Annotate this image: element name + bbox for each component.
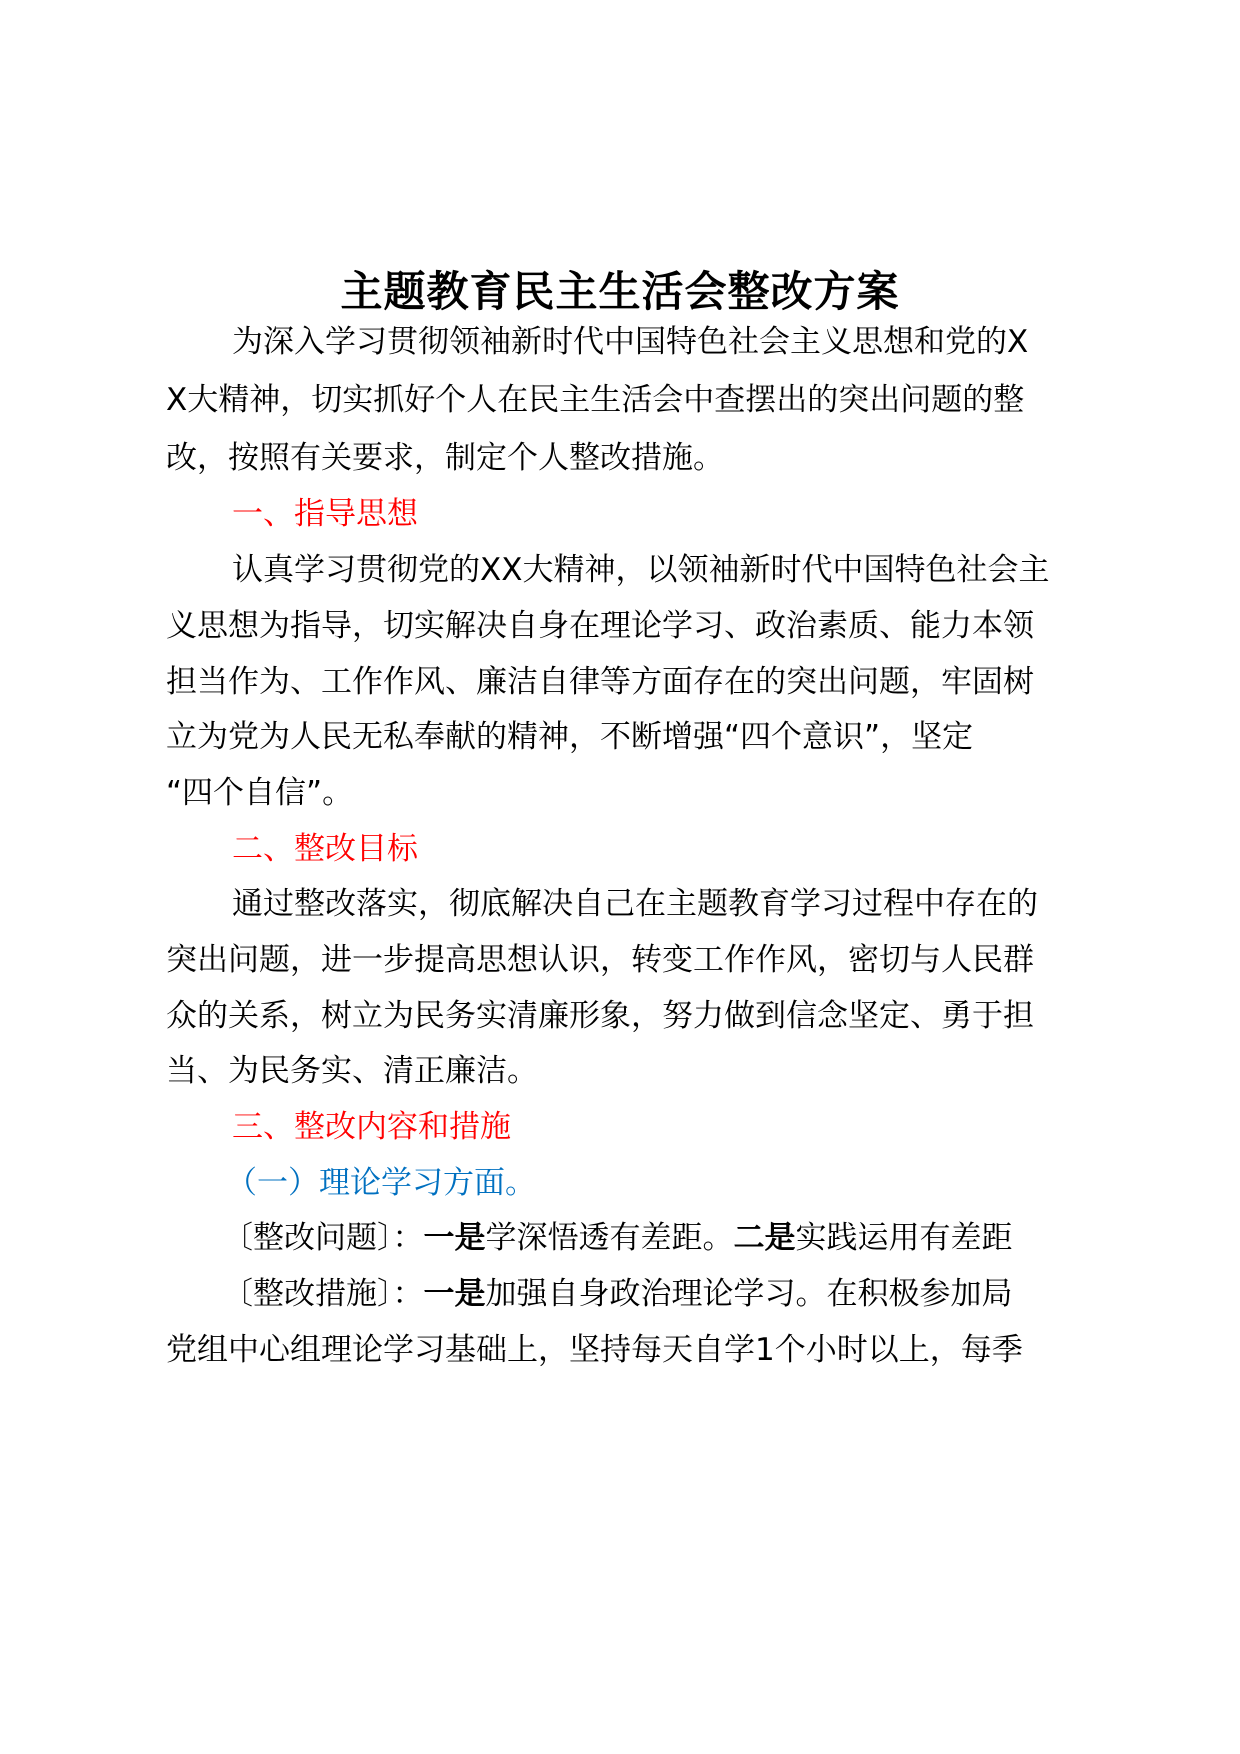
problem-1-text: 学深悟透有差距。 [485,1220,734,1256]
section-2-line-1: 通过整改落实，彻底解决自己在主题教育学习过程中存在的 [232,886,1038,922]
section-1-line-2: 义思想为指导，切实解决自身在理论学习、政治素质、能力本领 [166,608,1034,644]
problem-1-marker: 一是 [423,1220,486,1256]
section-2-heading: 二、整改目标 [232,831,418,867]
section-2-line-3: 众的关系，树立为民务实清廉形象，努力做到信念坚定、勇于担 [166,998,1034,1034]
measure-1-text: 加强自身政治理论学习。在积极参加局 [485,1276,1013,1312]
section-2-line-4: 当、为民务实、清正廉洁。 [166,1053,538,1089]
section-1-line-5: “四个自信”。 [166,775,354,811]
subsection-1-heading: （一）理论学习方面。 [226,1165,536,1201]
problems-label: 〔整改问题〕： [222,1220,424,1256]
section-1-heading: 一、指导思想 [232,496,418,532]
section-3-heading: 三、整改内容和措施 [232,1109,511,1145]
measure-1-marker: 一是 [423,1276,486,1312]
problems-line [222,1218,1013,1258]
intro-line-3: 改，按照有关要求，制定个人整改措施。 [166,440,724,476]
measures-line [222,1274,1013,1314]
document-title: 主题教育民主生活会整改方案 [340,267,900,316]
intro-line-1: 为深入学习贯彻领袖新时代中国特色社会主义思想和党的X [232,324,1029,360]
section-1-line-3: 担当作为、工作作风、廉洁自律等方面存在的突出问题，牢固树 [166,664,1034,700]
problem-2-marker: 二是 [733,1220,796,1256]
section-1-line-1: 认真学习贯彻党的XX大精神，以领袖新时代中国特色社会主 [232,552,1050,588]
problem-2-text: 实践运用有差距 [795,1220,1013,1256]
intro-line-2: X大精神，切实抓好个人在民主生活会中查摆出的突出问题的整 [166,382,1025,418]
section-1-line-4: 立为党为人民无私奉献的精神，不断增强“四个意识”，坚定 [166,719,974,755]
measures-label: 〔整改措施〕： [222,1276,424,1312]
section-2-line-2: 突出问题，进一步提高思想认识，转变工作作风，密切与人民群 [166,942,1034,978]
measures-continuation: 党组中心组理论学习基础上，坚持每天自学1个小时以上，每季 [166,1332,1023,1368]
